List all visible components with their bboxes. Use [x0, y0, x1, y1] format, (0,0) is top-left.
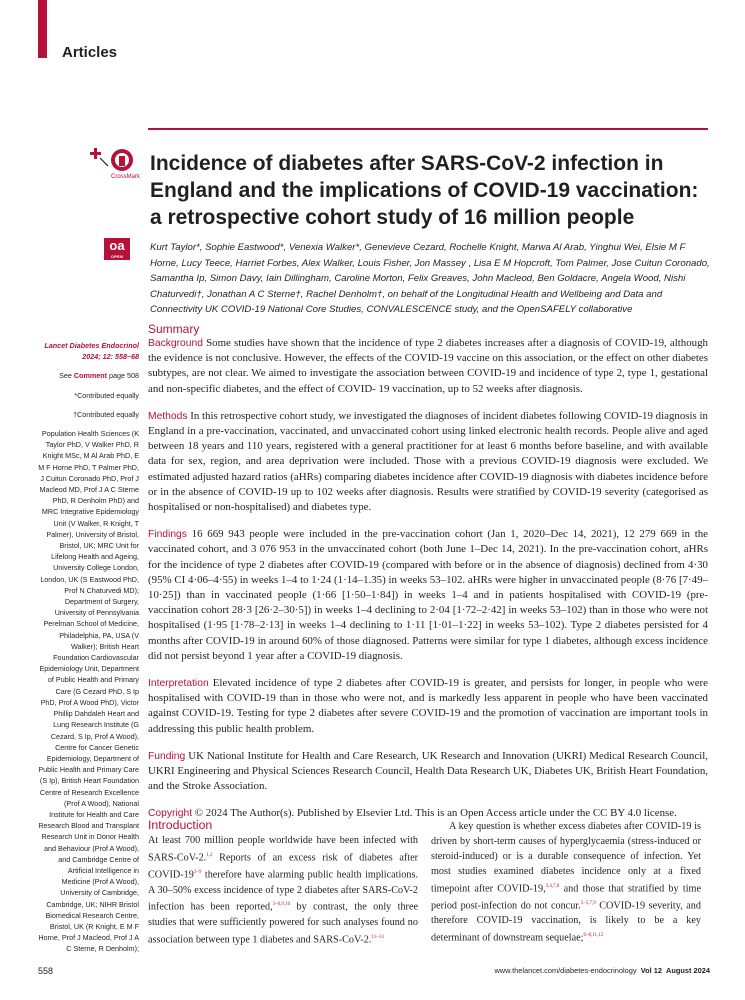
citation-ref: 5–5,7,9 — [580, 900, 596, 906]
contributed-equally-note: *Contributed equally — [74, 390, 139, 400]
contributed-equally-note-2: †Contributed equally — [73, 409, 139, 419]
citation-ref: 6–8,11,12 — [583, 933, 604, 939]
author-affiliations: Population Health Sciences (K Taylor PhD, V Walker PhD, R Knight MSc, M Al Arab PhD, E M F Horne PhD, T Palmer PhD, J Cuitun Coronado PhD, Prof J Macleod MD, Prof J A C Sterne PhD, R Denholm PhD) and MRC Integrative Epidemiology Unit (V Walker, R Knight, T Palmer), University of Bristol, Bristol, UK; MRC Unit for Lifelong Health and Ageing, University College London, London, UK (S Eastwood PhD, Prof N Chaturvedi MD); Department of Surgery, University of Pennsylvania Perelman School of Medicine, Philadelphia, PA, USA (V Walker); British Heart Foundation Cardiovascular Epidemiology Unit, Department of Public Health and Primary Care (G Cezard PhD, S Ip PhD, Prof A Wood PhD), Victor Phillip Dahdaleh Heart and Lung Research Institute (G Cezard, S Ip, Prof A Wood), Centre for Cancer Genetic Epidemiology, Department of Public Health and Primary Care (S Ip), British Heart Foundation Centre of Research Excellence (Prof A Wood), National Institute for Health and Care Research Blood and Transplant Research Unit in Donor Health and Behaviour (Prof A Wood), and Cambridge Centre of Artificial Intelligence in Medicine (Prof A Wood), University of Cambridge, Cambridge, UK; NIHR Bristol Biomedical Research Centre, Bristol, UK (R Knight, E M F Horne, Prof J Macleod, Prof J A C Sterne, R Denholm); — [38, 429, 139, 954]
summary-heading: Summary — [148, 322, 200, 336]
citation-ref: 3–9 — [193, 870, 202, 876]
citation-ref: 11–13 — [371, 934, 384, 940]
crossmark-badge[interactable] — [86, 144, 141, 184]
abstract-methods: Methods In this retrospective cohort study, we investigated the diagnoses of incident diabetes following COVID-19 diagnosis in England in a pre-vaccination, vaccinated, and unvaccinated cohort using linked electronic health records. People alive and aged between 18 years and 110 years, registered with a general practitioner for at least 6 months before baseline, and with available data for sex, region, and area deprivation were included. Those with a previous COVID-19 diagnosis were excluded. We estimated adjusted hazard ratios (aHRs) comparing diabetes incidence after COVID-19 diagnosis with diabetes incidence before or in the absence of COVID-19 up to 102 weeks after diagnosis. Results were stratified by COVID-19 severity (categorised as hospitalised or non-hospitalised) and diabetes type. — [148, 409, 708, 514]
journal-citation: 2024; 12: 558–68 — [82, 352, 139, 362]
journal-date: August 2024 — [666, 966, 710, 975]
see-comment: See Comment page 508 — [59, 371, 139, 381]
abstract-findings: Findings 16 669 943 people were included in the pre-vaccination cohort (Jan 1, 2020–Dec 14, 2021), 12 279 669 in the vaccinated cohort, and 3 076 953 in the unvaccinated cohort (both June 1–Dec 14, 2021). In the pre-vaccination cohort, aHRs for the incidence of type 2 diabetes after COVID-19 (compared with before or in the absence of diagnosis) declined from 4·30 (95% CI 4·06–4·55) in weeks 1–4 to 1·24 (1·14–1.35) in weeks 53–102. aHRs were higher in unvaccinated people (8·76 [7·49–10·25]) than in vaccinated people (1·66 [1·50–1·84]) in weeks 1–4 and in patients hospitalised with COVID-19 (pre-vaccination cohort 28·3 [26·2–30·5]) in weeks 1–4 declining to 2·04 [1·72–2·42] in weeks 53–102) than in those who were not hospitalised (1·95 [1·78–2·13] in weeks 1–4 declining to 1·11 [1·01–1·22] in weeks 53–102). Type 2 diabetes persisted for 4 months after COVID-19 in around 60% of those diagnosed. Patterns were similar for type 1 diabetes, although excess incidence did not persist beyond 1 year after a COVID-19 diagnosis. — [148, 528, 708, 662]
abstract-interpretation: Interpretation Elevated incidence of type 2 diabetes after COVID-19 is greater, and persists for longer, in people who were hospitalised with COVID-19 than in those who were not, and is markedly less apparent in people who have been vaccinated against COVID-19. Testing for type 2 diabetes after severe COVID-19 and the promotion of vaccination are important tools in addressing this public health problem. — [148, 677, 708, 735]
introduction-column-2: A key question is whether excess diabetes after COVID-19 is driven by short-term causes of hyperglycaemia (stress-induced or steroid-induced) or is a durable consequence of infection. Yet most studies examined diabetes incidence only at a fixed timepoint after COVID-19,$^{3,4,7,8}$ and those that stratified by time period post-infection do not concur.$^{5-5,7,9}$ COVID-19 severity, and therefore COVID-19 vaccination, is likely to be a key determinant of downstream sequelae;$^{6-8,11,12}$ — [431, 821, 702, 944]
open-access-badge — [104, 238, 130, 264]
journal-volume: Vol 12 — [640, 966, 662, 975]
comment-link[interactable]: Comment — [73, 371, 108, 381]
introduction-heading: Introduction — [148, 818, 213, 832]
open-access-icon: oa — [109, 238, 125, 253]
crossmark-label: CrossMark — [111, 174, 141, 180]
abstract — [148, 336, 708, 834]
author-list: Kurt Taylor*, Sophie Eastwood*, Venexia Walker*, Genevieve Cezard, Rochelle Knight, Marwa Al Arab, Yinghui Wei, Elsie M F Horne, Lucy Teece, Harriet Forbes, Alex Walker, Louis Fisher, Jon Massey , Lisa E M Hopcroft, Tom Palmer, Jose Cuitun Coronado, Samantha Ip, Simon Davy, Iain Dillingham, Caroline Morton, Felix Greaves, John Macleod, Ben Goldacre, Angela Wood, Nishi Chaturvedi†, Jonathan A C Sterne†, Rachel Denholm†, on behalf of the Longitudinal Health and Wellbeing and Data and Connectivity UK COVID-19 National Core Studies, CONVALESCENCE study, and the OpenSAFELY collaborative — [150, 242, 710, 316]
sidebar-notes — [38, 340, 139, 955]
header-rule — [148, 128, 708, 130]
journal-url[interactable]: www.thelancet.com/diabetes-endocrinology — [494, 966, 637, 975]
citation-ref: 1,2 — [206, 852, 213, 858]
open-access-sub: OPEN ACCESS — [108, 254, 126, 264]
citation-ref: 3,4,7,8 — [545, 883, 560, 889]
abstract-funding: Funding UK National Institute for Health and Care Research, UK Research and Innovation (UKRI) Medical Research Council, UKRI Engineering and Physical Sciences Research Council, Health Data Research UK, Diabetes UK, British Heart Foundation, and the Stroke Association. — [148, 749, 708, 793]
journal-name: Lancet Diabetes Endocrinol — [44, 341, 139, 350]
footer-journal — [420, 966, 710, 975]
citation-ref: 3–6,9,10 — [272, 902, 291, 908]
section-label: Articles — [62, 44, 118, 61]
introduction-column-1: At least 700 million people worldwide have been infected with SARS-CoV-2.$^{1,2}$ Reports of an excess risk of diabetes after COVID-19$^{3-9}$ therefore have alarming public health implications. A 30–50% excess incidence of type 2 diabetes after SARS-CoV-2 infection has been reported,$^{3-6,9,10}$ by contrast, the only three studies that were sufficiently powered for such analyses found no association between type 1 diabetes and SARS-CoV-2.$^{11-13}$ — [148, 835, 418, 945]
abstract-background: Background Some studies have shown that the incidence of type 2 diabetes increases after a diagnosis of COVID-19, although the evidence is not conclusive. However, the effects of the COVID-19 vaccine on this association, or the effect on other diabetes subtypes, are not clear. We aimed to investigate the association between COVID-19 and incidence of type 2, type 1, gestational and non-specific diabetes, and the effect of COVID- 19 vaccination, up to 52 weeks after diagnosis. — [148, 337, 708, 395]
page-number: 558 — [38, 966, 54, 976]
abstract-copyright: Copyright © 2024 The Author(s). Published by Elsevier Ltd. This is an Open Access article under the CC BY 4.0 license. — [148, 807, 677, 820]
section-color-bar — [38, 0, 47, 58]
article-title: Incidence of diabetes after SARS-CoV-2 infection in England and the implications of COVID-19 vaccination: a retrospective cohort study of 16 million people — [150, 152, 699, 229]
